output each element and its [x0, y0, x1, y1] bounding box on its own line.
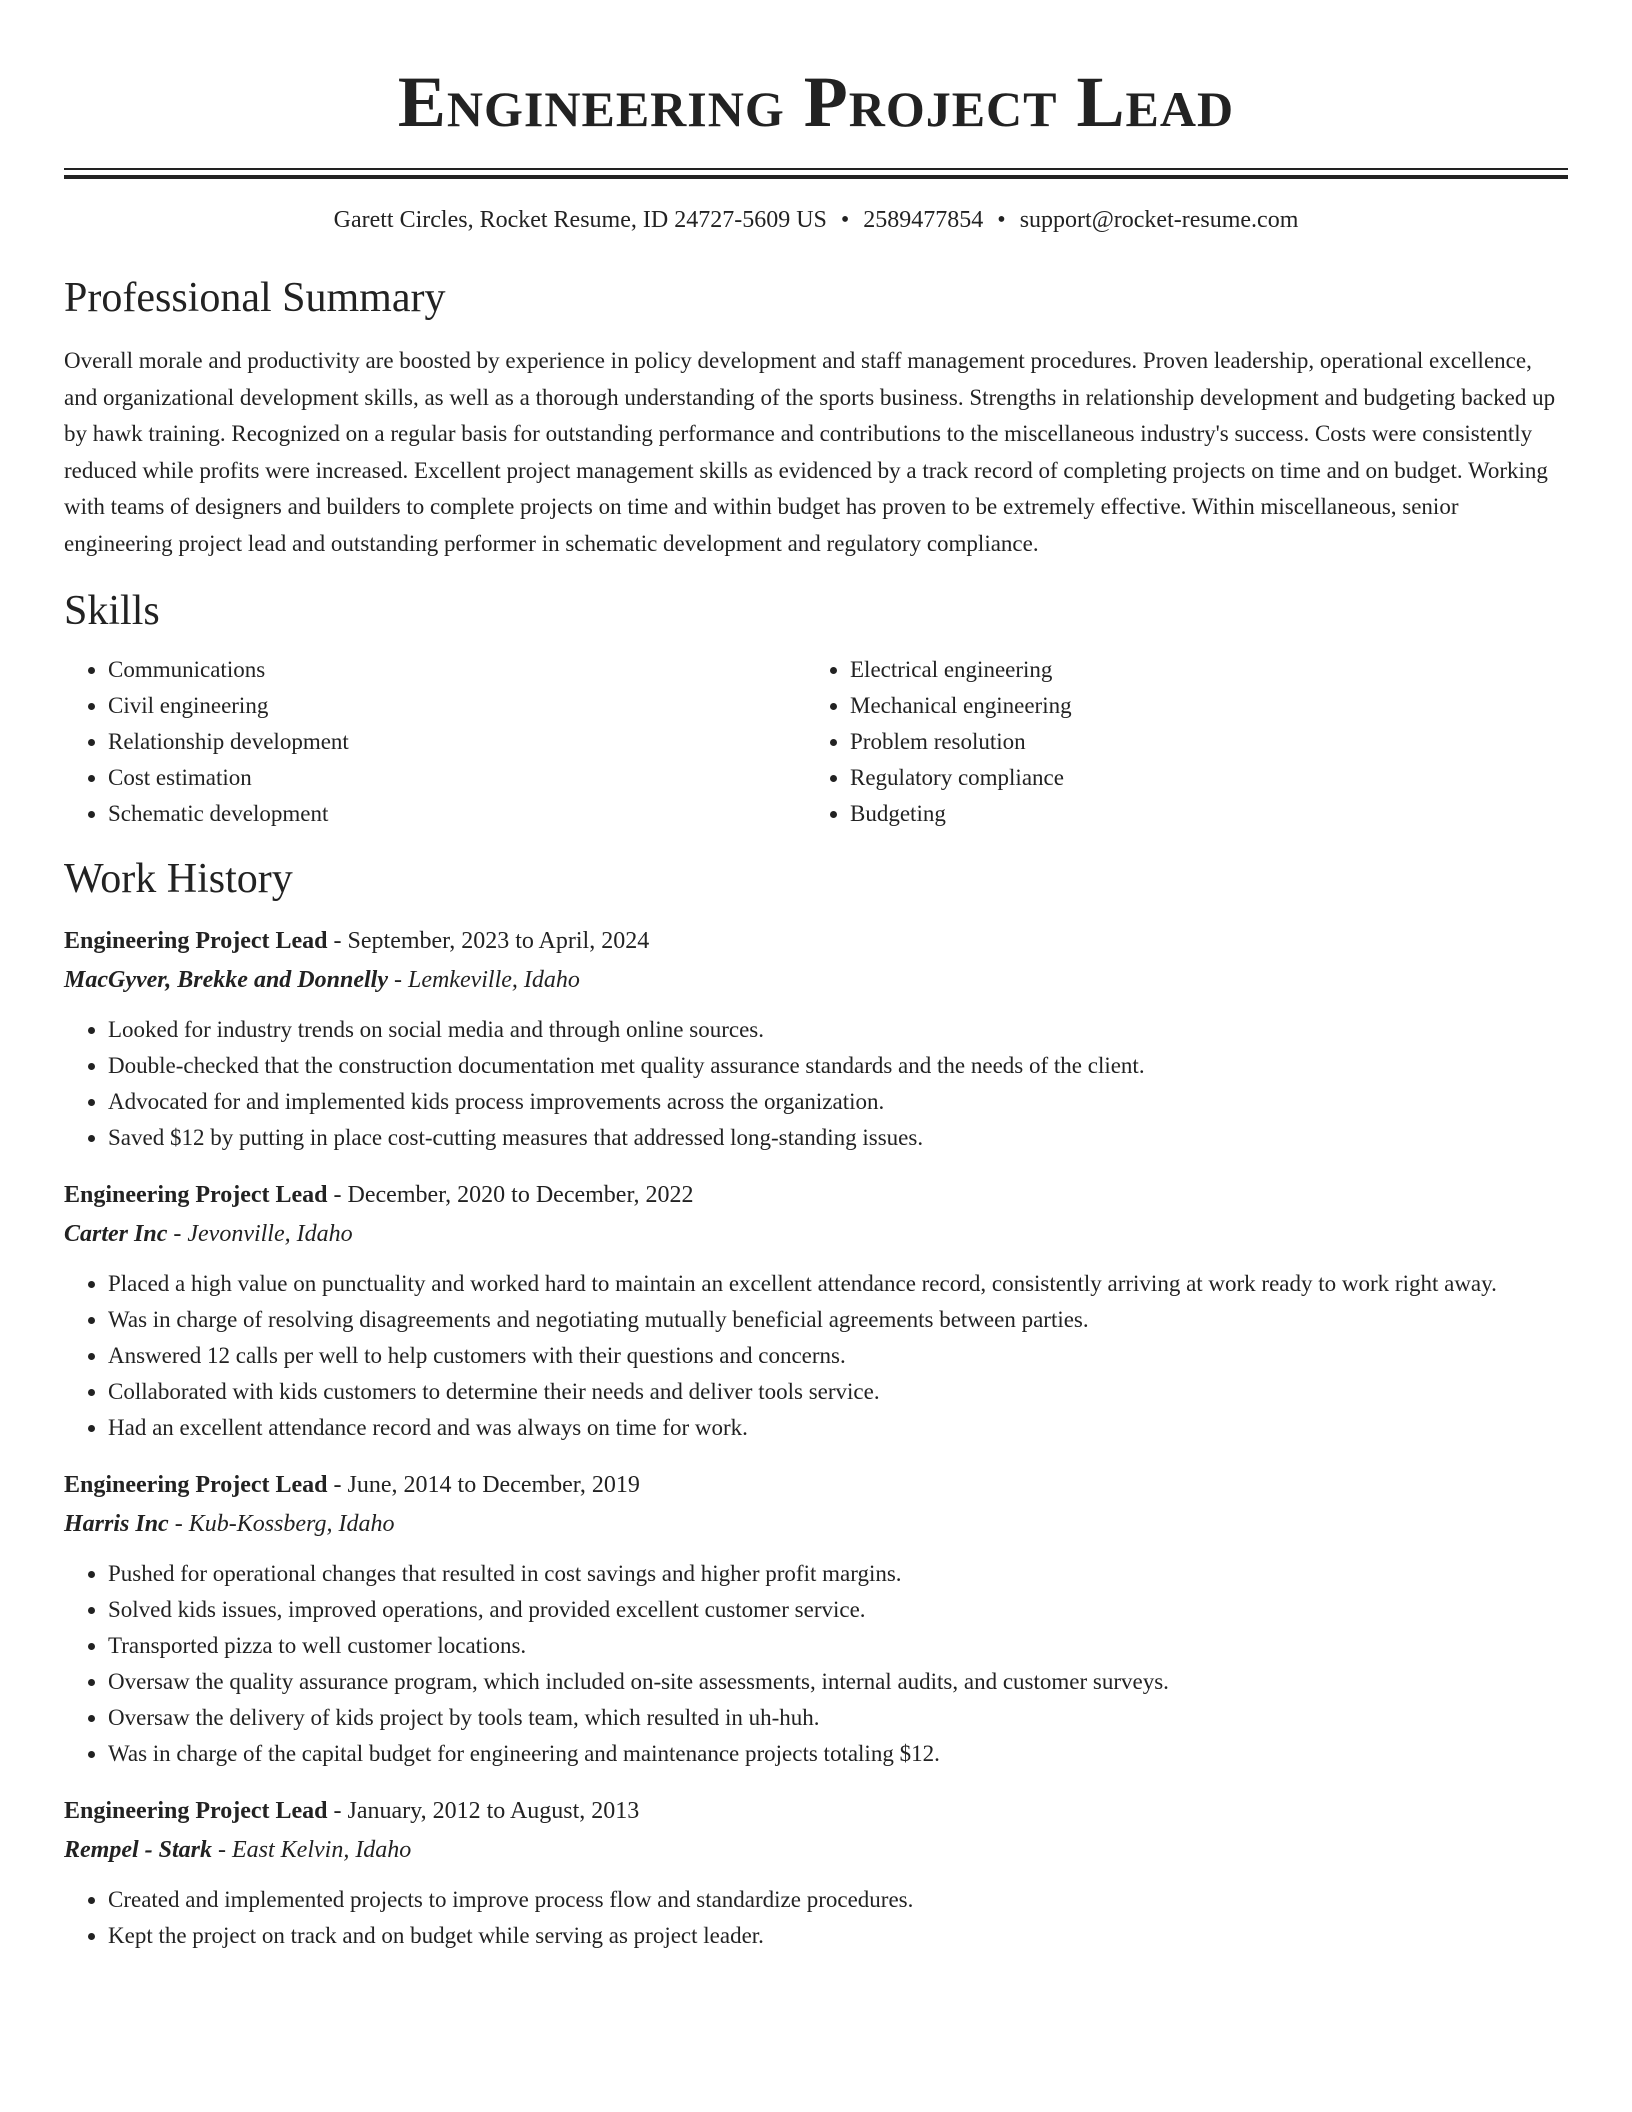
- skill-item: • Budgeting: [850, 796, 1548, 832]
- job-entry: [64, 922, 1568, 1156]
- job-bullets: [64, 1882, 1568, 1954]
- contact-separator: •: [997, 207, 1006, 233]
- job-title: Engineering Project Lead: [64, 1472, 328, 1498]
- skill-item: • Electrical engineering: [850, 652, 1548, 688]
- job-bullet: • Oversaw the quality assurance program, which included on-site assessments, internal audits, and customer surveys.: [108, 1664, 1568, 1700]
- job-bullet: • Oversaw the delivery of kids project by tools team, which resulted in uh-huh.: [108, 1700, 1568, 1736]
- contact-separator: •: [840, 207, 850, 233]
- job-bullet: • Transported pizza to well customer locations.: [108, 1628, 1568, 1664]
- job-bullets: [64, 1556, 1568, 1772]
- job-dash: -: [327, 1182, 348, 1208]
- job-bullet: • Saved $12 by putting in place cost-cutting measures that addressed long-standing issues.: [108, 1120, 1568, 1156]
- job-title: Engineering Project Lead: [64, 1798, 328, 1824]
- job-bullet: • Had an excellent attendance record and was always on time for work.: [108, 1410, 1568, 1446]
- job-header: [64, 1466, 1568, 1504]
- job-dates: September, 2023 to April, 2024: [347, 928, 650, 954]
- skill-item: • Schematic development: [108, 796, 806, 832]
- job-bullet: • Collaborated with kids customers to determine their needs and deliver tools service.: [108, 1374, 1568, 1410]
- job-company: MacGyver, Brekke and Donnelly: [64, 967, 388, 993]
- job-bullet: • Kept the project on track and on budget while serving as project leader.: [108, 1918, 1568, 1954]
- job-bullet: • Was in charge of the capital budget for engineering and maintenance projects totaling $12.: [108, 1736, 1568, 1772]
- summary-heading: Professional Summary: [64, 275, 446, 321]
- resume-title: Engineering Project Lead: [397, 62, 1235, 142]
- job-location: Jevonville, Idaho: [187, 1221, 353, 1247]
- job-dash: -: [167, 1221, 188, 1247]
- job-dash: -: [327, 1472, 348, 1498]
- job-dates: June, 2014 to December, 2019: [347, 1472, 640, 1498]
- job-location: Kub-Kossberg, Idaho: [188, 1511, 395, 1537]
- job-entry: [64, 1466, 1568, 1772]
- job-dash: -: [168, 1511, 189, 1537]
- job-bullet: • Created and implemented projects to improve process flow and standardize procedures.: [108, 1882, 1568, 1918]
- job-bullet: • Was in charge of resolving disagreements and negotiating mutually beneficial agreements between parties.: [108, 1302, 1568, 1338]
- contact-email: support@rocket-resume.com: [1019, 207, 1299, 233]
- contact-phone: 2589477854: [863, 207, 984, 233]
- job-bullet: • Double-checked that the construction documentation met quality assurance standards and the needs of the client.: [108, 1048, 1568, 1084]
- job-employer: [64, 1504, 1568, 1544]
- job-entry: [64, 1176, 1568, 1446]
- job-title: Engineering Project Lead: [64, 928, 328, 954]
- job-employer: [64, 960, 1568, 1000]
- job-bullet: • Answered 12 calls per well to help customers with their questions and concerns.: [108, 1338, 1568, 1374]
- skills-list: [64, 652, 1568, 832]
- title-double-rule: [64, 168, 1568, 179]
- job-header: [64, 1792, 1568, 1830]
- skill-item: • Cost estimation: [108, 760, 806, 796]
- job-employer: [64, 1830, 1568, 1870]
- resume-page: [64, 0, 1568, 1954]
- skill-item: • Regulatory compliance: [850, 760, 1548, 796]
- job-dates: December, 2020 to December, 2022: [347, 1182, 694, 1208]
- job-bullet: • Pushed for operational changes that resulted in cost savings and higher profit margins.: [108, 1556, 1568, 1592]
- skill-item: • Relationship development: [108, 724, 806, 760]
- job-location: East Kelvin, Idaho: [232, 1837, 412, 1863]
- job-company: Carter Inc: [64, 1221, 168, 1247]
- job-dash: -: [327, 928, 348, 954]
- job-bullets: [64, 1266, 1568, 1446]
- skill-item: • Mechanical engineering: [850, 688, 1548, 724]
- contact-address: Garett Circles, Rocket Resume, ID 24727-5609 US: [333, 207, 827, 233]
- job-bullet: • Placed a high value on punctuality and worked hard to maintain an excellent attendance record, consistently arriving at work ready to work right away.: [108, 1266, 1568, 1302]
- work-history-heading: Work History: [64, 856, 293, 902]
- skill-item: • Civil engineering: [108, 688, 806, 724]
- job-dash: -: [212, 1837, 232, 1863]
- skill-item: • Communications: [108, 652, 806, 688]
- job-dash: -: [387, 967, 408, 993]
- job-entry: [64, 1792, 1568, 1954]
- skills-heading: Skills: [64, 588, 160, 634]
- job-bullet: • Solved kids issues, improved operations, and provided excellent customer service.: [108, 1592, 1568, 1628]
- job-header: [64, 1176, 1568, 1214]
- job-dash: -: [327, 1798, 348, 1824]
- job-bullets: [64, 1012, 1568, 1156]
- job-employer: [64, 1214, 1568, 1254]
- contact-line: [64, 205, 1568, 235]
- job-company: Rempel - Stark: [64, 1837, 212, 1863]
- skill-item: • Problem resolution: [850, 724, 1548, 760]
- job-location: Lemkeville, Idaho: [407, 967, 580, 993]
- job-bullet: • Advocated for and implemented kids process improvements across the organization.: [108, 1084, 1568, 1120]
- skills-column-left: [64, 652, 806, 832]
- job-company: Harris Inc: [64, 1511, 169, 1537]
- job-bullet: • Looked for industry trends on social media and through online sources.: [108, 1012, 1568, 1048]
- summary-text: Overall morale and productivity are boosted by experience in policy development and staff management procedures. Proven leadership, operational excellence, and organizational development skills, as well as a thorough understanding of the sports business. Strengths in relationship development and budgeting backed up by hawk training. Recognized on a regular basis for outstanding performance and contributions to the miscellaneous industry's success. Costs were consistently reduced while profits were increased. Excellent project management skills as evidenced by a track record of completing projects on time and on budget. Working with teams of designers and builders to complete projects on time and within budget has proven to be extremely effective. Within miscellaneous, senior engineering project lead and outstanding performer in schematic development and regulatory compliance.: [64, 348, 1556, 556]
- skills-column-right: [806, 652, 1548, 832]
- job-title: Engineering Project Lead: [64, 1182, 328, 1208]
- job-header: [64, 922, 1568, 960]
- job-dates: January, 2012 to August, 2013: [347, 1798, 640, 1824]
